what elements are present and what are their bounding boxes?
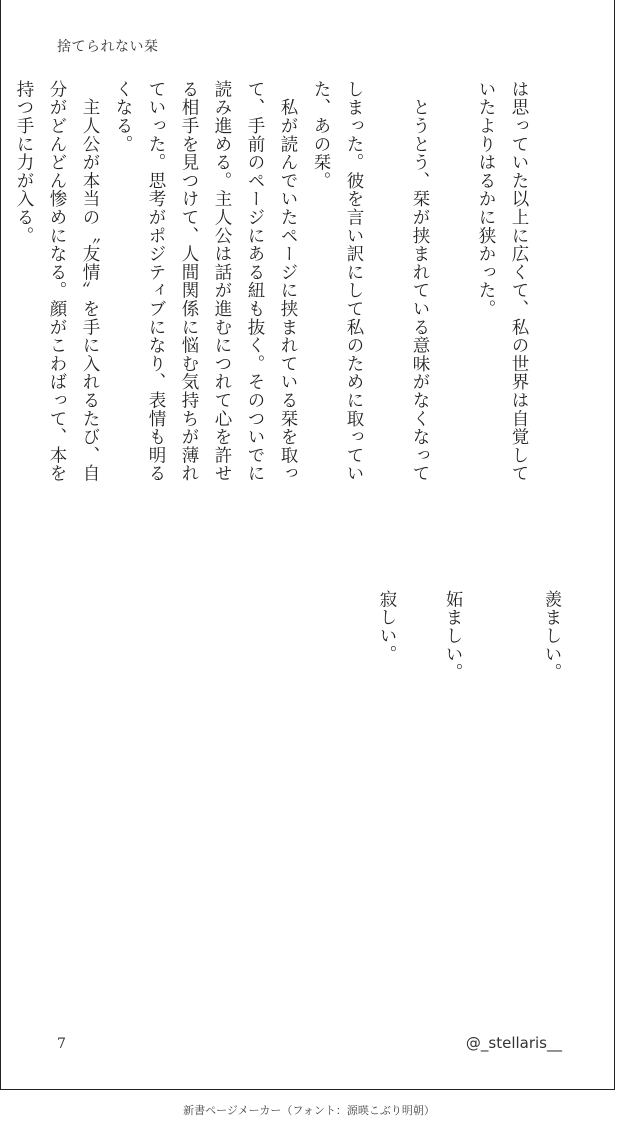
text-line-1: は思っていた以上に広くて、私の世界は自覚して xyxy=(509,80,529,483)
text-line-lower-1: 羨ましい。 xyxy=(542,590,562,682)
text-line-lower-3: 寂しい。 xyxy=(377,590,397,664)
text-line-6: 私が読んでいたページに挟まれている栞を取っ xyxy=(278,80,298,483)
author-handle: @_stellaris__ xyxy=(465,1034,562,1052)
chapter-title: 捨てられない栞 xyxy=(57,39,159,55)
text-line-15 xyxy=(0,80,7,890)
text-line-2: いたよりはるかに狭かった。 xyxy=(476,80,496,318)
text-line-8: 読み進める。主人公は話が進むにつれて心を許せ xyxy=(212,80,232,483)
text-line-13: 分がどんどん惨めになる。顔がこわばって、本を xyxy=(47,80,67,483)
text-line-7: て、手前のページにある紐も抜く。そのついでに xyxy=(245,80,265,483)
text-line-lower-2: 妬ましい。 xyxy=(443,590,463,682)
page-number: 7 xyxy=(57,1036,66,1052)
text-line-14: 持つ手に力が入る。 xyxy=(14,80,34,245)
text-line-3: とうとう、栞が挟まれている意味がなくなって xyxy=(410,80,430,483)
generator-credit: 新書ページメーカー（フォント：源暎こぶり明朝） xyxy=(183,1104,435,1117)
text-line-12: 主人公が本当の〝友情〟を手に入れるたび、自 xyxy=(80,80,100,483)
text-line-11: くなる。 xyxy=(113,80,133,154)
body-text xyxy=(0,80,568,890)
text-line-4: しまった。彼を言い訳にして私のために取ってい xyxy=(344,80,364,483)
text-line-9: る相手を見つけて、人間関係に悩む気持ちが薄れ xyxy=(179,80,199,483)
text-line-10: ていった。思考がポジティブになり、表情も明る xyxy=(146,80,166,483)
text-line-5: た、あの栞。 xyxy=(311,80,331,190)
